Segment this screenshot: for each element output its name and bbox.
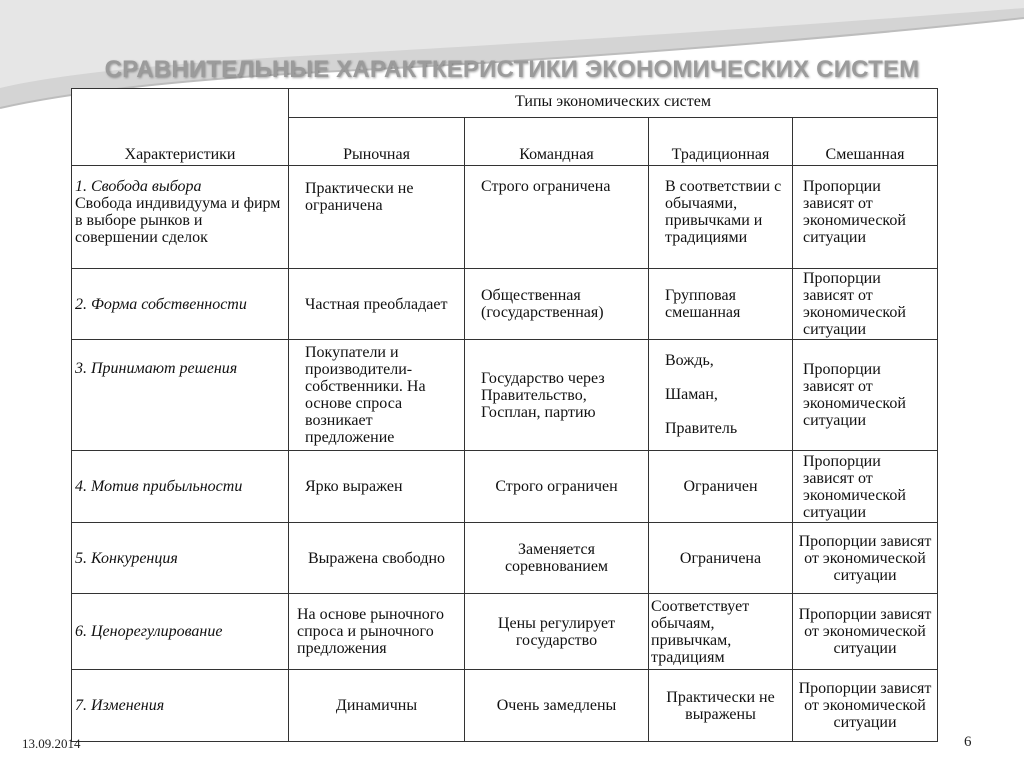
header-characteristics: Характеристики <box>72 89 289 166</box>
table-row <box>72 340 938 451</box>
traditional-ruler: Правитель <box>665 420 738 437</box>
traditional-shaman: Шаман, <box>665 386 718 403</box>
cell-mixed: Пропорции зависят от экономической ситуации <box>793 451 938 523</box>
cell-command: Цены регулирует государство <box>465 594 649 670</box>
cell-market: Практически не ограничена <box>289 166 465 269</box>
row-characteristic-title: 1. Свобода выбора <box>75 178 202 195</box>
economic-systems-table <box>71 88 938 742</box>
table-row <box>72 451 938 523</box>
row-characteristic: 6. Ценорегулирование <box>72 594 289 670</box>
cell-mixed: Пропорции зависят от экономической ситуации <box>793 670 938 742</box>
cell-mixed: Пропорции зависят от экономической ситуации <box>793 166 938 269</box>
header-command: Командная <box>465 118 649 166</box>
cell-command: Заменяется соревнованием <box>465 523 649 594</box>
cell-traditional: Ограничена <box>649 523 793 594</box>
table-row <box>72 670 938 742</box>
table-row <box>72 269 938 340</box>
cell-market: Динамичны <box>289 670 465 742</box>
row-characteristic: 3. Принимают решения <box>72 340 289 451</box>
table-row <box>72 166 938 269</box>
row-characteristic: 2. Форма собственности <box>72 269 289 340</box>
header-market: Рыночная <box>289 118 465 166</box>
traditional-leader: Вождь, <box>665 352 714 369</box>
cell-traditional <box>649 340 793 451</box>
cell-traditional: Ограничен <box>649 451 793 523</box>
cell-mixed: Пропорции зависят от экономической ситуации <box>793 594 938 670</box>
table-row <box>72 594 938 670</box>
cell-command: Государство через Правительство, Госплан, партию <box>465 340 649 451</box>
row-characteristic-detail: Свобода индивидуума и фирм в выборе рынков и совершении сделок <box>75 195 281 246</box>
cell-traditional: В соответствии с обычаями, привычками и традициями <box>649 166 793 269</box>
cell-traditional: Групповая смешанная <box>649 269 793 340</box>
cell-command: Очень замедлены <box>465 670 649 742</box>
cell-market: Покупатели и производители-собственники. На основе спроса возникает предложение <box>289 340 465 451</box>
slide-title: СРАВНИТЕЛЬНЫЕ ХАРАКТКЕРИСТИКИ ЭКОНОМИЧЕСКИХ СИСТЕМ <box>104 56 920 83</box>
row-characteristic: 7. Изменения <box>72 670 289 742</box>
header-mixed: Смешанная <box>793 118 938 166</box>
cell-command: Строго ограничен <box>465 451 649 523</box>
cell-market: Ярко выражен <box>289 451 465 523</box>
cell-market: Частная преобладает <box>289 269 465 340</box>
cell-market: На основе рыночного спроса и рыночного предложения <box>289 594 465 670</box>
table-row <box>72 523 938 594</box>
cell-command: Общественная (государственная) <box>465 269 649 340</box>
cell-mixed: Пропорции зависят от экономической ситуации <box>793 523 938 594</box>
cell-command: Строго ограничена <box>465 166 649 269</box>
header-traditional: Традиционная <box>649 118 793 166</box>
cell-mixed: Пропорции зависят от экономической ситуации <box>793 340 938 451</box>
header-system-types: Типы экономических систем <box>289 89 938 118</box>
cell-market: Выражена свободно <box>289 523 465 594</box>
row-characteristic: 4. Мотив прибыльности <box>72 451 289 523</box>
row-characteristic: 5. Конкуренция <box>72 523 289 594</box>
page-number: 6 <box>964 734 972 750</box>
row-characteristic <box>72 166 289 269</box>
table-header-row <box>72 89 938 118</box>
cell-mixed: Пропорции зависят от экономической ситуации <box>793 269 938 340</box>
cell-traditional: Практически не выражены <box>649 670 793 742</box>
cell-traditional: Соответствует обычаям, привычкам, традициям <box>649 594 793 670</box>
slide-date: 13.09.2014 <box>22 736 81 751</box>
